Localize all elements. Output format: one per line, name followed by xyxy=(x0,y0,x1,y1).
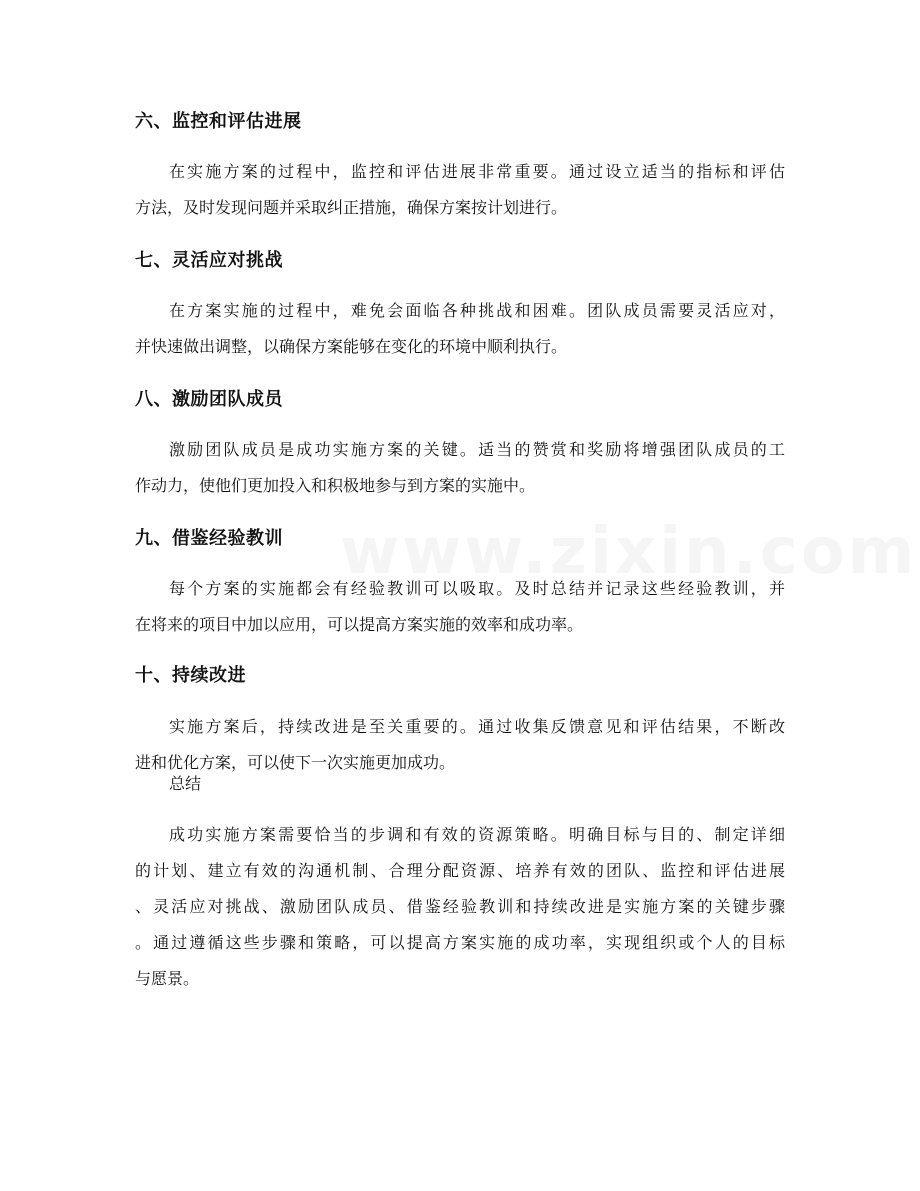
section-paragraph-10 xyxy=(135,709,785,781)
section-paragraph-7 xyxy=(135,293,785,365)
section-heading-10: 十、持续改进 xyxy=(135,665,246,686)
section-heading-6: 六、监控和评估进展 xyxy=(135,111,302,132)
paragraph-line: 、灵活应对挑战、激励团队成员、借鉴经验教训和持续改进是实施方案的关键步骤 xyxy=(135,897,785,916)
paragraph-line: 实施方案后，持续改进是至关重要的。通过收集反馈意见和评估结果，不断改 xyxy=(169,717,785,736)
section-heading-8: 八、激励团队成员 xyxy=(135,389,283,410)
paragraph-line: 方法，及时发现问题并采取纠正措施，确保方案按计划进行。 xyxy=(135,198,568,217)
summary-paragraph xyxy=(135,817,785,997)
section-heading-7: 七、灵活应对挑战 xyxy=(135,250,283,271)
summary-label: 总结 xyxy=(169,774,202,793)
paragraph-line: 进和优化方案，可以使下一次实施更加成功。 xyxy=(135,753,456,772)
paragraph-line: 激励团队成员是成功实施方案的关键。适当的赞赏和奖励将增强团队成员的工 xyxy=(169,440,785,459)
paragraph-line: 每个方案的实施都会有经验教训可以吸取。及时总结并记录这些经验教训，并 xyxy=(169,579,785,598)
paragraph-line: 成功实施方案需要恰当的步调和有效的资源策略。明确目标与目的、制定详细 xyxy=(169,825,785,844)
paragraph-line: 并快速做出调整，以确保方案能够在变化的环境中顺利执行。 xyxy=(135,337,568,356)
section-paragraph-6 xyxy=(135,154,785,226)
section-heading-9: 九、借鉴经验教训 xyxy=(135,528,283,549)
section-paragraph-9 xyxy=(135,571,785,643)
paragraph-line: 作动力，使他们更加投入和积极地参与到方案的实施中。 xyxy=(135,476,536,495)
paragraph-line: 在将来的项目中加以应用，可以提高方案实施的效率和成功率。 xyxy=(135,615,584,634)
paragraph-line: 的计划、建立有效的沟通机制、合理分配资源、培养有效的团队、监控和评估进展 xyxy=(135,861,785,880)
paragraph-line: 在实施方案的过程中，监控和评估进展非常重要。通过设立适当的指标和评估 xyxy=(169,162,785,181)
paragraph-line: 在方案实施的过程中，难免会面临各种挑战和困难。团队成员需要灵活应对， xyxy=(169,301,785,320)
section-paragraph-8 xyxy=(135,432,785,504)
paragraph-line: 。通过遵循这些步骤和策略，可以提高方案实施的成功率，实现组织或个人的目标 xyxy=(135,933,785,952)
paragraph-line: 与愿景。 xyxy=(135,969,200,988)
